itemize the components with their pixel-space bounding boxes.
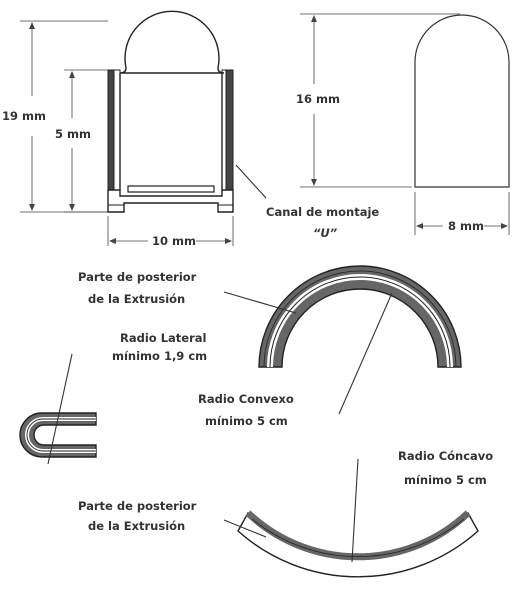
u-channel-profile xyxy=(108,11,233,212)
label-canal-line1: Canal de montaje xyxy=(266,205,380,219)
dim-5mm xyxy=(64,70,108,212)
label-concavo-line1: Radio Cóncavo xyxy=(398,449,494,463)
label-19mm: 19 mm xyxy=(2,109,46,123)
label-concavo-line2: mínimo 5 cm xyxy=(404,473,487,487)
label-convexo-line1: Radio Convexo xyxy=(198,392,294,406)
label-posterior-bottom-line2: de la Extrusión xyxy=(88,519,186,533)
leader-convexo xyxy=(339,293,392,414)
label-convexo-line2: mínimo 5 cm xyxy=(205,414,288,428)
channel-base xyxy=(108,190,233,212)
label-16mm: 16 mm xyxy=(296,92,340,106)
label-posterior-top-line2: de la Extrusión xyxy=(88,292,186,306)
label-8mm: 8 mm xyxy=(448,219,484,233)
label-5mm: 5 mm xyxy=(55,127,91,141)
label-lateral-line2: mínimo 1,9 cm xyxy=(112,349,208,363)
label-canal-line2: “U” xyxy=(313,226,338,240)
label-posterior-top-line1: Parte de posterior xyxy=(78,270,197,284)
label-10mm: 10 mm xyxy=(152,234,196,248)
diffuser-cover xyxy=(415,15,509,187)
leader-canal xyxy=(236,165,266,198)
concave-bend-strip xyxy=(238,513,478,577)
label-posterior-bottom-line1: Parte de posterior xyxy=(78,499,197,513)
dome-outline xyxy=(120,11,224,73)
channel-right-wall xyxy=(226,70,233,192)
leader-concavo xyxy=(352,459,358,562)
label-lateral-line1: Radio Lateral xyxy=(120,331,207,345)
convex-bend-strip xyxy=(259,266,461,367)
channel-left-wall xyxy=(108,70,114,192)
